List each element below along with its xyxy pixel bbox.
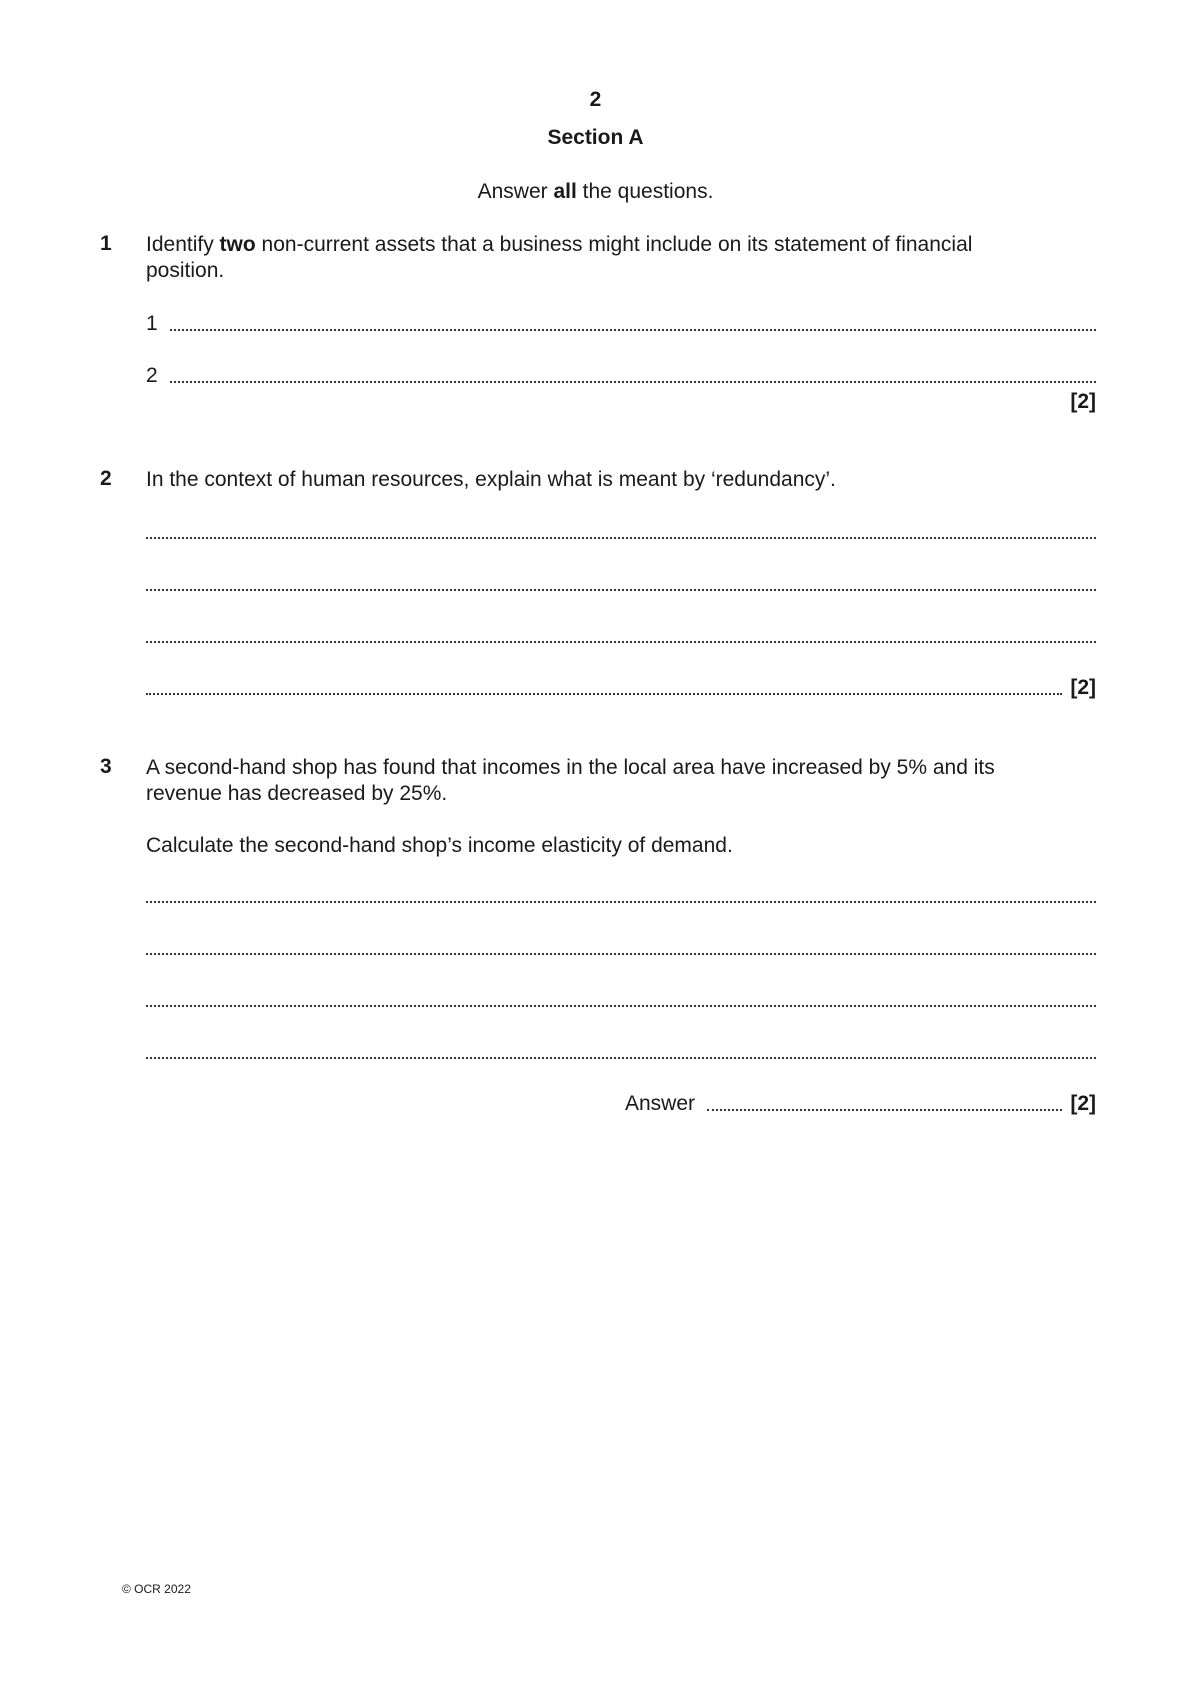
- question-3-text: A second-hand shop has found that incomes in the local area have increased by 5% and its revenue has decreased by 25%.: [146, 756, 995, 805]
- question-1-text-pre: Identify: [146, 233, 220, 256]
- question-3-answer-line[interactable]: [625, 1090, 1096, 1116]
- question-3-number: 3: [100, 755, 112, 778]
- dotted-line: [146, 533, 1096, 539]
- question-1-text-bold: two: [219, 233, 256, 256]
- question-2-answer-line-1[interactable]: [146, 518, 1096, 544]
- instruction-bold: all: [553, 180, 577, 203]
- question-3-working-line-4[interactable]: [146, 1038, 1096, 1064]
- question-2-text: In the context of human resources, explain what is meant by ‘redundancy’.: [146, 468, 836, 491]
- answer-line-number: 1: [146, 312, 158, 335]
- dotted-line: [146, 637, 1096, 643]
- question-3-prompt: Calculate the second-hand shop’s income elasticity of demand.: [146, 834, 733, 857]
- dotted-line: [170, 325, 1096, 331]
- question-2-number: 2: [100, 467, 112, 490]
- instruction-pre: Answer: [477, 180, 554, 203]
- dotted-line: [146, 897, 1096, 903]
- question-1-answer-line-1[interactable]: [146, 310, 1096, 336]
- question-2-answer-line-3[interactable]: [146, 622, 1096, 648]
- dotted-line: [146, 689, 1062, 695]
- answer-label: Answer: [625, 1092, 696, 1115]
- question-1-marks: [2]: [1070, 390, 1096, 413]
- page-number: 2: [589, 88, 602, 111]
- question-2-marks: [2]: [1070, 676, 1096, 699]
- question-3-working-line-1[interactable]: [146, 882, 1096, 908]
- question-3-marks: [2]: [1070, 1092, 1096, 1115]
- question-3-working-line-2[interactable]: [146, 934, 1096, 960]
- instruction-post: the questions.: [576, 180, 714, 203]
- question-3-working-line-3[interactable]: [146, 986, 1096, 1012]
- question-1-answer-line-2[interactable]: [146, 362, 1096, 388]
- question-1-text-post: non-current assets that a business might include on its statement of financial position.: [146, 233, 973, 282]
- dotted-line: [146, 585, 1096, 591]
- copyright-footer: © OCR 2022: [122, 1582, 191, 1596]
- question-2-answer-line-2[interactable]: [146, 570, 1096, 596]
- question-2-answer-line-4[interactable]: [146, 674, 1096, 700]
- answer-line-number: 2: [146, 364, 158, 387]
- dotted-line: [146, 949, 1096, 955]
- dotted-line: [146, 1053, 1096, 1059]
- dotted-line: [146, 1001, 1096, 1007]
- dotted-line: [170, 377, 1096, 383]
- question-1-text: [146, 232, 1046, 284]
- dotted-line: [707, 1105, 1062, 1111]
- question-1-number: 1: [100, 232, 112, 255]
- section-title: Section A: [547, 126, 644, 149]
- section-instruction: [0, 180, 1191, 204]
